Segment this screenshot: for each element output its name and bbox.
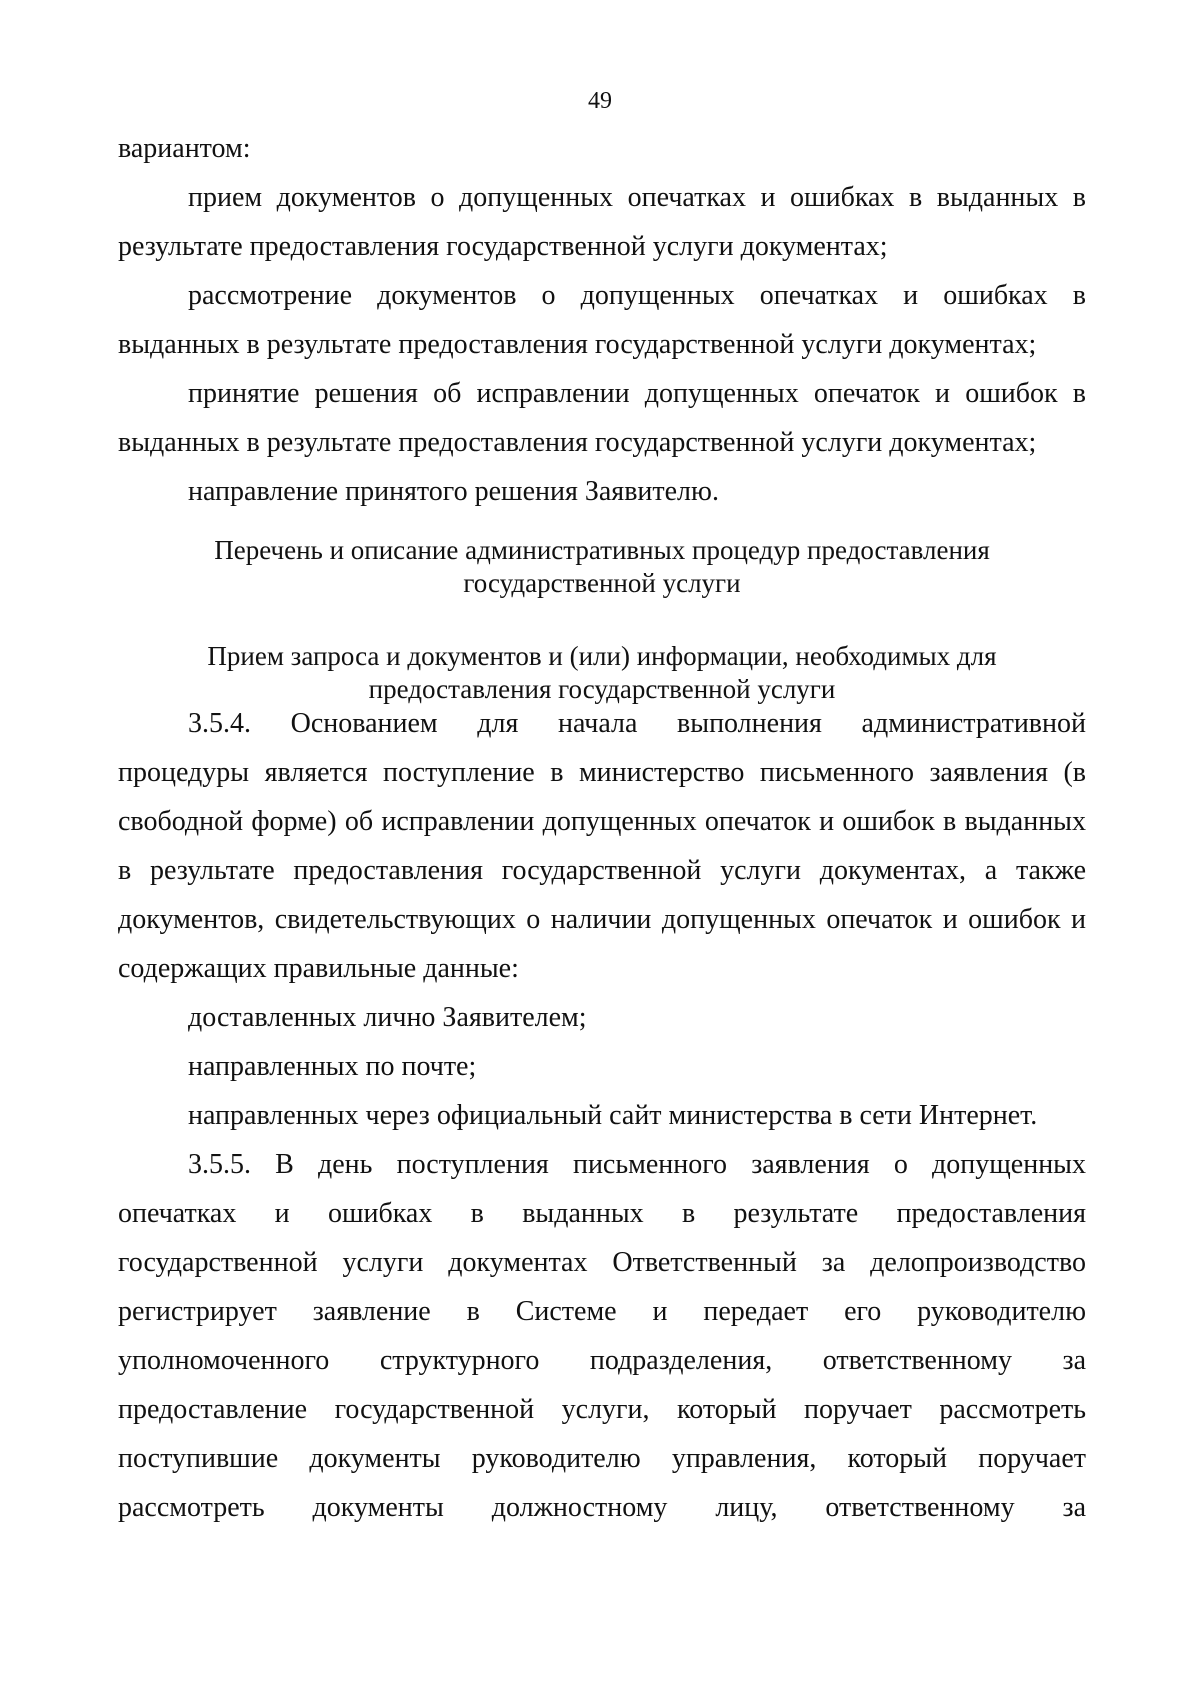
main-lines — [118, 699, 1086, 1532]
text-line: выданных в результате предоставления государственной услуги документах; — [118, 329, 1037, 360]
text-line: регистрирует заявление в Системе и передает его руководителю — [118, 1296, 1086, 1327]
section-heading-line: Перечень и описание административных процедур предоставления — [214, 535, 990, 565]
text-line: выданных в результате предоставления государственной услуги документах; — [118, 427, 1037, 458]
text-line: поступившие документы руководителю управления, который поручает — [118, 1443, 1086, 1474]
text-line: направленных по почте; — [188, 1051, 477, 1082]
text-line: принятие решения об исправлении допущенных опечаток и ошибок в — [188, 378, 1086, 409]
text-line: вариантом: — [118, 133, 251, 164]
text-line: доставленных лично Заявителем; — [188, 1002, 587, 1033]
text-line: 3.5.5. В день поступления письменного заявления о допущенных — [188, 1149, 1086, 1180]
text-line: рассмотреть документы должностному лицу, ответственному за — [118, 1492, 1086, 1523]
main-paragraphs — [118, 699, 1086, 1532]
text-line: содержащих правильные данные: — [118, 953, 519, 984]
text-line: направленных через официальный сайт министерства в сети Интернет. — [188, 1100, 1038, 1131]
text-line: прием документов о допущенных опечатках и ошибках в выданных в — [188, 182, 1086, 213]
section-heading-line: государственной услуги — [463, 568, 741, 598]
subsection-heading-line: Прием запроса и документов и (или) информации, необходимых для — [207, 641, 997, 671]
text-line: в результате предоставления государственной услуги документах, а также — [118, 855, 1086, 886]
text-line: опечатках и ошибках в выданных в результате предоставления — [118, 1198, 1086, 1229]
text-line: направление принятого решения Заявителю. — [188, 476, 719, 507]
top-lines — [118, 124, 1086, 516]
text-line: государственной услуги документах Ответственный за делопроизводство — [118, 1247, 1086, 1278]
text-line: свободной форме) об исправлении допущенных опечаток и ошибок в выданных — [118, 806, 1086, 837]
top-paragraphs — [118, 124, 1086, 516]
section-heading — [118, 534, 1086, 600]
text-line: 3.5.4. Основанием для начала выполнения административной — [188, 708, 1086, 739]
subsection-heading — [118, 640, 1086, 706]
page-number: 49 — [588, 88, 612, 114]
text-line: уполномоченного структурного подразделения, ответственному за — [118, 1345, 1086, 1376]
text-line: документов, свидетельствующих о наличии допущенных опечаток и ошибок и — [118, 904, 1086, 935]
text-line: предоставление государственной услуги, который поручает рассмотреть — [118, 1394, 1086, 1425]
text-line: рассмотрение документов о допущенных опечатках и ошибках в — [188, 280, 1086, 311]
subsection-heading-line: предоставления государственной услуги — [368, 674, 836, 704]
text-line: результате предоставления государственной услуги документах; — [118, 231, 888, 262]
text-line: процедуры является поступление в министерство письменного заявления (в — [118, 757, 1086, 788]
